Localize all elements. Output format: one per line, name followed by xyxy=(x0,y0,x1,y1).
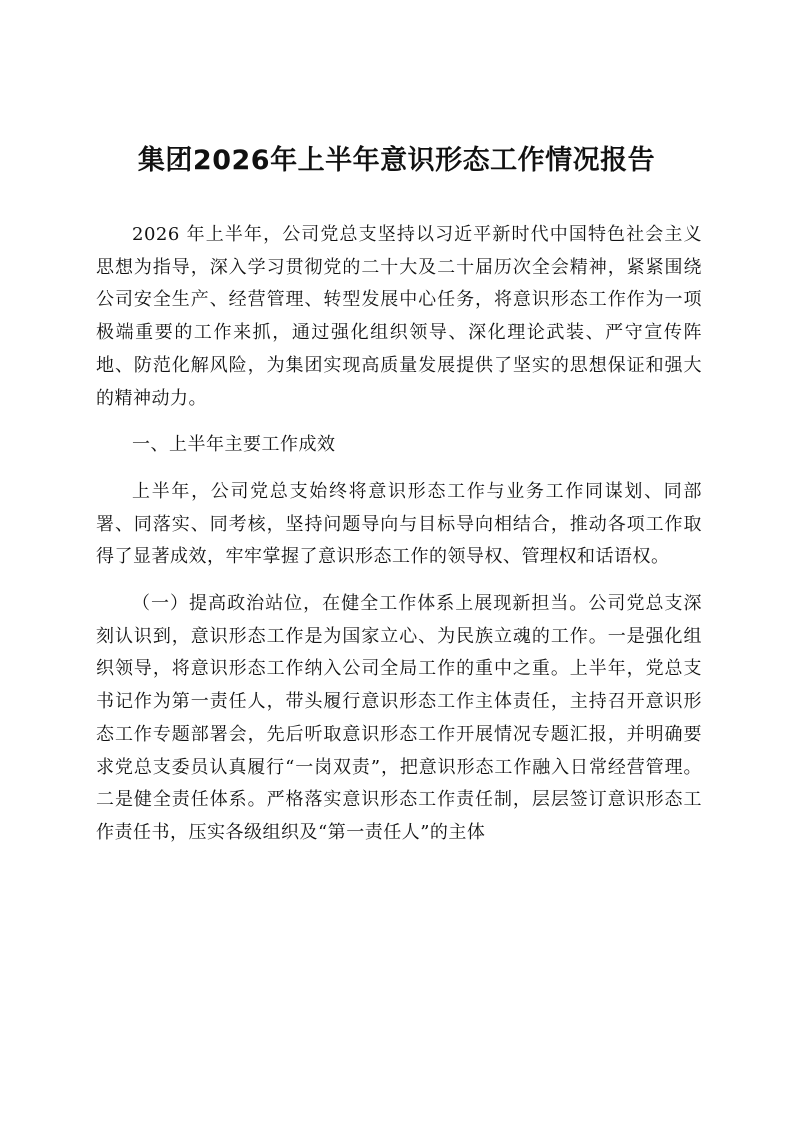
section-heading: 一、上半年主要工作成效 xyxy=(132,434,336,456)
subsection-paragraph: （一）提高政治站位，在健全工作体系上展现新担当。公司党总支深刻认识到，意识形态工作是为国家立心、为民族立魂的工作。一是强化组织领导，将意识形态工作纳入公司全局工作的重中之重。上半年，党总支书记作为第一责任人，带头履行意识形态工作主体责任，主持召开意识形态工作专题部署会，先后听取意识形态工作开展情况专题汇报，并明确要求党总支委员认真履行“一岗双责”，把意识形态工作融入日常经营管理。二是健全责任体系。严格落实意识形态工作责任制，层层签订意识形态工作责任书，压实各级组织及“第一责任人”的主体 xyxy=(96,593,702,843)
document-title: 集团2026年上半年意识形态工作情况报告 xyxy=(137,145,656,176)
section-summary-paragraph: 上半年，公司党总支始终将意识形态工作与业务工作同谋划、同部署、同落实、同考核，坚持问题导向与目标导向相结合，推动各项工作取得了显著成效，牢牢掌握了意识形态工作的领导权、管理权和话语权。 xyxy=(96,480,702,568)
document-body xyxy=(96,219,702,864)
intro-paragraph: 2026 年上半年，公司党总支坚持以习近平新时代中国特色社会主义思想为指导，深入学习贯彻党的二十大及二十届历次全会精神，紧紧围绕公司安全生产、经营管理、转型发展中心任务，将意识形态工作作为一项极端重要的工作来抓，通过强化组织领导、深化理论武装、严守宣传阵地、防范化解风险，为集团实现高质量发展提供了坚实的思想保证和强大的精神动力。 xyxy=(96,224,702,409)
